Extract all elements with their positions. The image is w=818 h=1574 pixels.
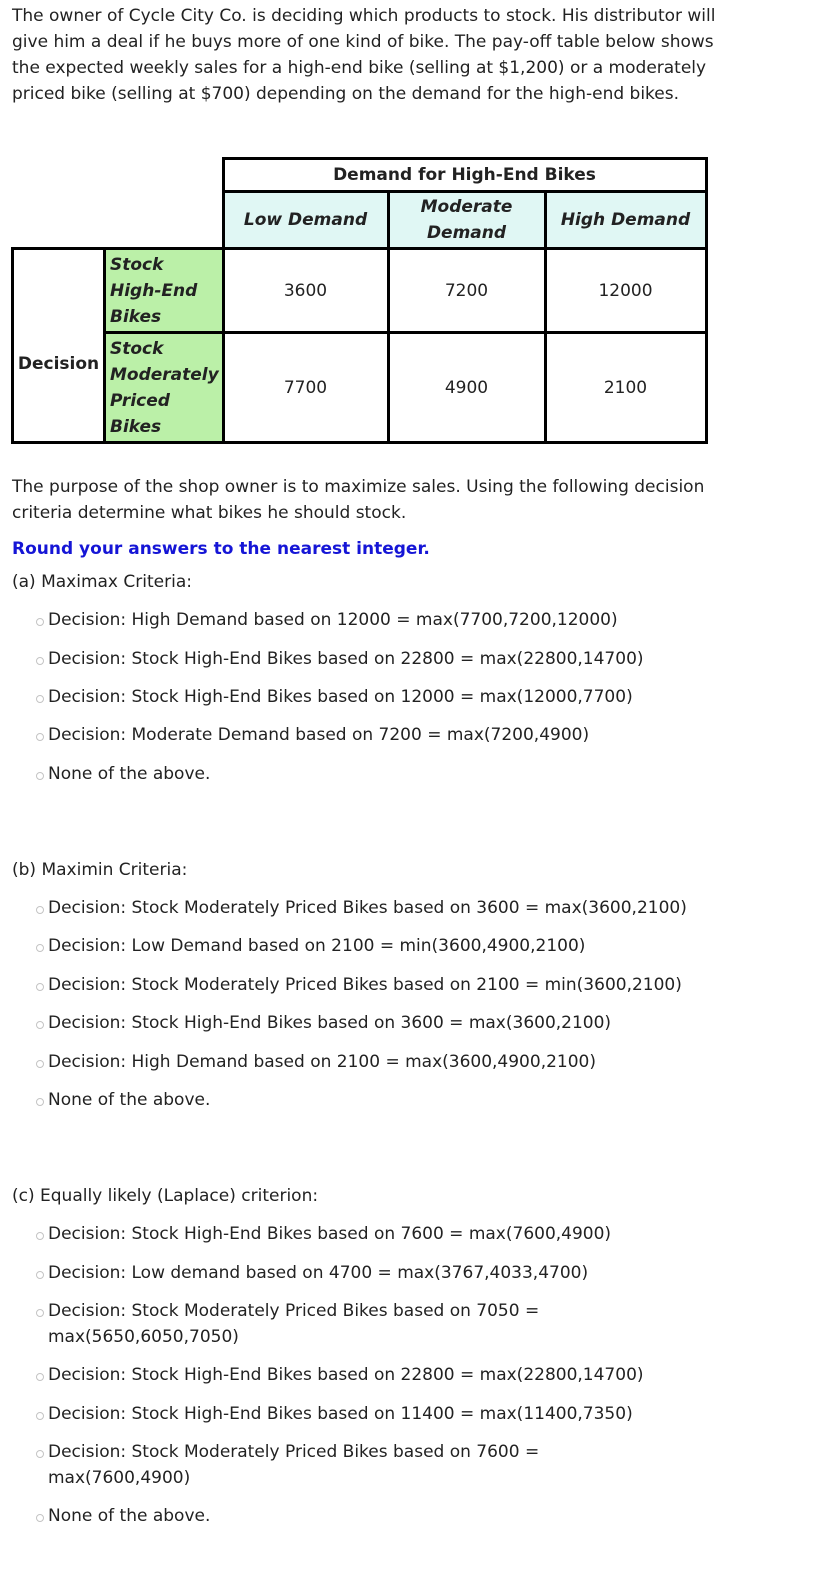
option-label: Decision: Low demand based on 4700 = max(3767,4033,4700) <box>48 1263 589 1283</box>
option-label: Decision: Moderate Demand based on 7200 = max(7200,4900) <box>48 725 590 745</box>
radio-button[interactable] <box>36 772 44 780</box>
table-blank-corner <box>105 159 224 192</box>
option-c-6[interactable] <box>36 1439 736 1491</box>
option-label: Decision: Stock Moderately Priced Bikes based on 3600 = max(3600,2100) <box>48 898 687 918</box>
radio-button[interactable] <box>36 1098 44 1106</box>
option-a-3[interactable] <box>36 684 736 710</box>
radio-button[interactable] <box>36 1450 44 1458</box>
option-b-3[interactable] <box>36 972 736 998</box>
radio-button[interactable] <box>36 944 44 952</box>
col-header-moderate-demand-label: Moderate Demand <box>420 197 513 243</box>
col-header-low-demand: Low Demand <box>223 192 388 249</box>
radio-button[interactable] <box>36 695 44 703</box>
cell-moderate-low: 7700 <box>223 333 388 443</box>
radio-button[interactable] <box>36 1514 44 1522</box>
section-b-label: (b) Maximin Criteria: <box>12 860 188 880</box>
option-label: Decision: Stock High-End Bikes based on 11400 = max(11400,7350) <box>48 1404 633 1424</box>
option-a-1[interactable] <box>36 607 736 633</box>
option-b-4[interactable] <box>36 1010 736 1036</box>
option-label: None of the above. <box>48 1506 211 1526</box>
option-label: Decision: Stock Moderately Priced Bikes based on 7050 = max(5650,6050,7050) <box>48 1301 540 1347</box>
option-c-7[interactable] <box>36 1503 736 1529</box>
option-label: None of the above. <box>48 764 211 784</box>
option-label: Decision: Low Demand based on 2100 = min(3600,4900,2100) <box>48 936 586 956</box>
table-blank-corner <box>13 159 105 192</box>
purpose-text: The purpose of the shop owner is to maximize sales. Using the following decision criteria determine what bikes he should stock. <box>12 477 705 523</box>
cell-high-end-low: 3600 <box>223 249 388 333</box>
option-label: Decision: Stock Moderately Priced Bikes based on 7600 = max(7600,4900) <box>48 1442 540 1488</box>
payoff-table <box>11 157 708 444</box>
option-a-4[interactable] <box>36 722 736 748</box>
radio-button[interactable] <box>36 657 44 665</box>
radio-button[interactable] <box>36 983 44 991</box>
option-b-6[interactable] <box>36 1087 736 1113</box>
option-b-2[interactable] <box>36 933 736 959</box>
option-c-3[interactable] <box>36 1298 736 1350</box>
col-header-high-demand: High Demand <box>545 192 706 249</box>
intro-text: The owner of Cycle City Co. is deciding which products to stock. His distributor will give him a deal if he buys more of one kind of bike. The pay-off table below shows the expected weekly sales for a high-end bike (selling at $1,200) or a moderately priced bike (selling at $700) depending on the demand for the high-end bikes. <box>12 6 716 104</box>
option-label: Decision: High Demand based on 2100 = max(3600,4900,2100) <box>48 1052 596 1072</box>
radio-button[interactable] <box>36 1373 44 1381</box>
option-label: Decision: High Demand based on 12000 = max(7700,7200,12000) <box>48 610 618 630</box>
option-c-2[interactable] <box>36 1260 736 1286</box>
radio-button[interactable] <box>36 733 44 741</box>
table-blank-corner <box>105 192 224 249</box>
row-header-stock-moderate <box>105 333 224 443</box>
option-c-4[interactable] <box>36 1362 736 1388</box>
option-label: Decision: Stock High-End Bikes based on 3600 = max(3600,2100) <box>48 1013 612 1033</box>
radio-button[interactable] <box>36 1232 44 1240</box>
option-c-1[interactable] <box>36 1221 736 1247</box>
section-c-label: (c) Equally likely (Laplace) criterion: <box>12 1186 319 1206</box>
option-c-5[interactable] <box>36 1401 736 1427</box>
option-b-5[interactable] <box>36 1049 736 1075</box>
option-a-5[interactable] <box>36 761 736 787</box>
cell-moderate-high: 2100 <box>545 333 706 443</box>
option-label: Decision: Stock High-End Bikes based on 12000 = max(12000,7700) <box>48 687 633 707</box>
table-blank-corner <box>13 192 105 249</box>
row-header-stock-high-end <box>105 249 224 333</box>
cell-moderate-moderate: 4900 <box>388 333 545 443</box>
radio-button[interactable] <box>36 1060 44 1068</box>
cell-high-end-high: 12000 <box>545 249 706 333</box>
decision-label: Decision <box>13 249 105 443</box>
radio-button[interactable] <box>36 1309 44 1317</box>
radio-button[interactable] <box>36 618 44 626</box>
option-label: Decision: Stock High-End Bikes based on 7600 = max(7600,4900) <box>48 1224 612 1244</box>
section-a-label: (a) Maximax Criteria: <box>12 572 192 592</box>
cell-high-end-moderate: 7200 <box>388 249 545 333</box>
demand-title: Demand for High-End Bikes <box>223 159 706 192</box>
row-header-stock-high-end-label: Stock High-End Bikes <box>110 254 198 327</box>
radio-button[interactable] <box>36 1412 44 1420</box>
option-a-2[interactable] <box>36 646 736 672</box>
option-label: Decision: Stock High-End Bikes based on 22800 = max(22800,14700) <box>48 1365 644 1385</box>
option-label: Decision: Stock Moderately Priced Bikes based on 2100 = min(3600,2100) <box>48 975 682 995</box>
option-label: Decision: Stock High-End Bikes based on 22800 = max(22800,14700) <box>48 649 644 669</box>
radio-button[interactable] <box>36 1271 44 1279</box>
col-header-moderate-demand <box>388 192 545 249</box>
row-header-stock-moderate-label: Stock Moderately Priced Bikes <box>110 338 219 437</box>
radio-button[interactable] <box>36 906 44 914</box>
round-note: Round your answers to the nearest integer. <box>12 539 430 559</box>
option-b-1[interactable] <box>36 895 736 921</box>
option-label: None of the above. <box>48 1090 211 1110</box>
radio-button[interactable] <box>36 1021 44 1029</box>
